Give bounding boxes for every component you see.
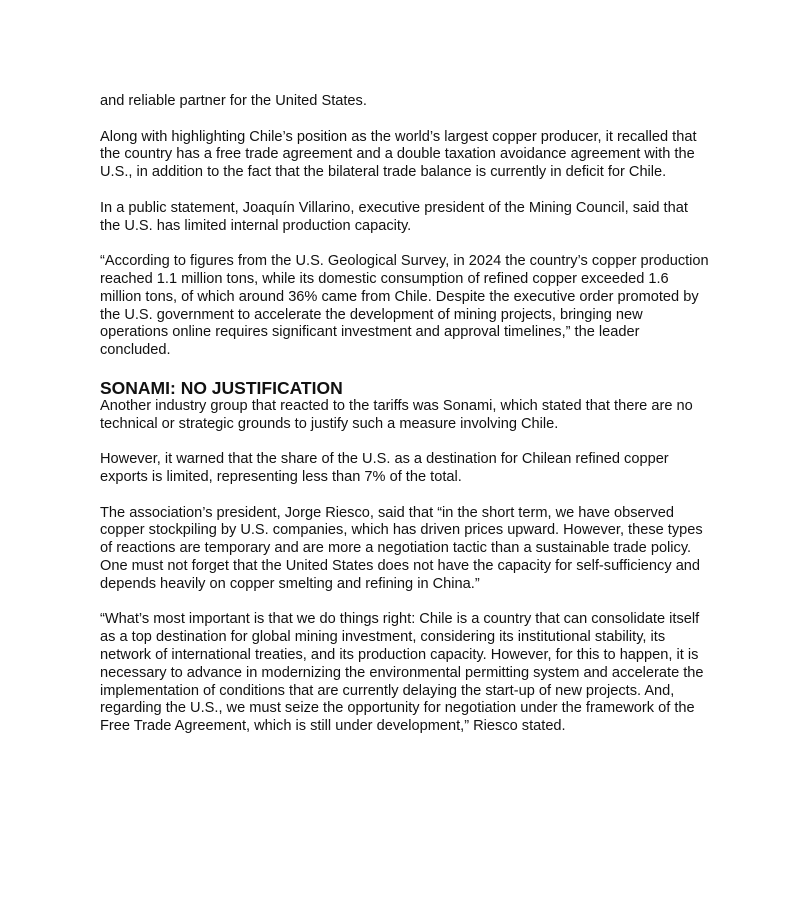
paragraph-sonami-reaction: Another industry group that reacted to the tariffs was Sonami, which stated that there are no technical or strategic grounds to justify such a measure involving Chile. [100, 397, 693, 432]
paragraph-riesco-closing-quote: “What’s most important is that we do things right: Chile is a country that can consolidate itself as a top destination for global mining investment, considering its institutional stability, its network of international treaties, and its production capacity. However, for this to happen, it is necessary to advance in modernizing the environmental permitting system and accelerate the implementation of conditions that are currently delaying the start-up of new projects. And, regarding the U.S., we must seize the opportunity for negotiation under the framework of the Free Trade Agreement, which is still under development,” Riesco stated. [100, 611, 704, 735]
paragraph-reliable-partner: and reliable partner for the United States. [100, 93, 367, 109]
document-page [100, 93, 712, 754]
paragraph-villarino-statement: In a public statement, Joaquín Villarino, executive president of the Mining Council, said that the U.S. has limited internal production capacity. [100, 199, 688, 234]
paragraph-largest-producer: Along with highlighting Chile’s position as the world’s largest copper producer, it recalled that the country has a free trade agreement and a double taxation avoidance agreement with the U.S., in addition to the fact that the bilateral trade balance is currently in deficit for Chile. [100, 128, 697, 181]
paragraph-export-share: However, it warned that the share of the U.S. as a destination for Chilean refined copper exports is limited, representing less than 7% of the total. [100, 451, 669, 485]
paragraph-riesco-quote: The association’s president, Jorge Riesco, said that “in the short term, we have observed copper stockpiling by U.S. companies, which has driven prices upward. However, these types of reactions are temporary and are more a negotiation tactic than a sustainable trade policy. One must not forget that the United States does not have the capacity for self-sufficiency and depends heavily on copper smelting and refining in China.” [100, 504, 703, 592]
section-heading: SONAMI: NO JUSTIFICATION [100, 377, 343, 398]
paragraph-geological-survey-quote: “According to figures from the U.S. Geological Survey, in 2024 the country’s copper production reached 1.1 million tons, while its domestic consumption of refined copper exceeded 1.6 million tons, of which around 36% came from Chile. Despite the executive order promoted by the U.S. government to accelerate the development of mining projects, bringing new operations online requires significant investment and approval timelines,” the leader concluded. [100, 253, 709, 359]
